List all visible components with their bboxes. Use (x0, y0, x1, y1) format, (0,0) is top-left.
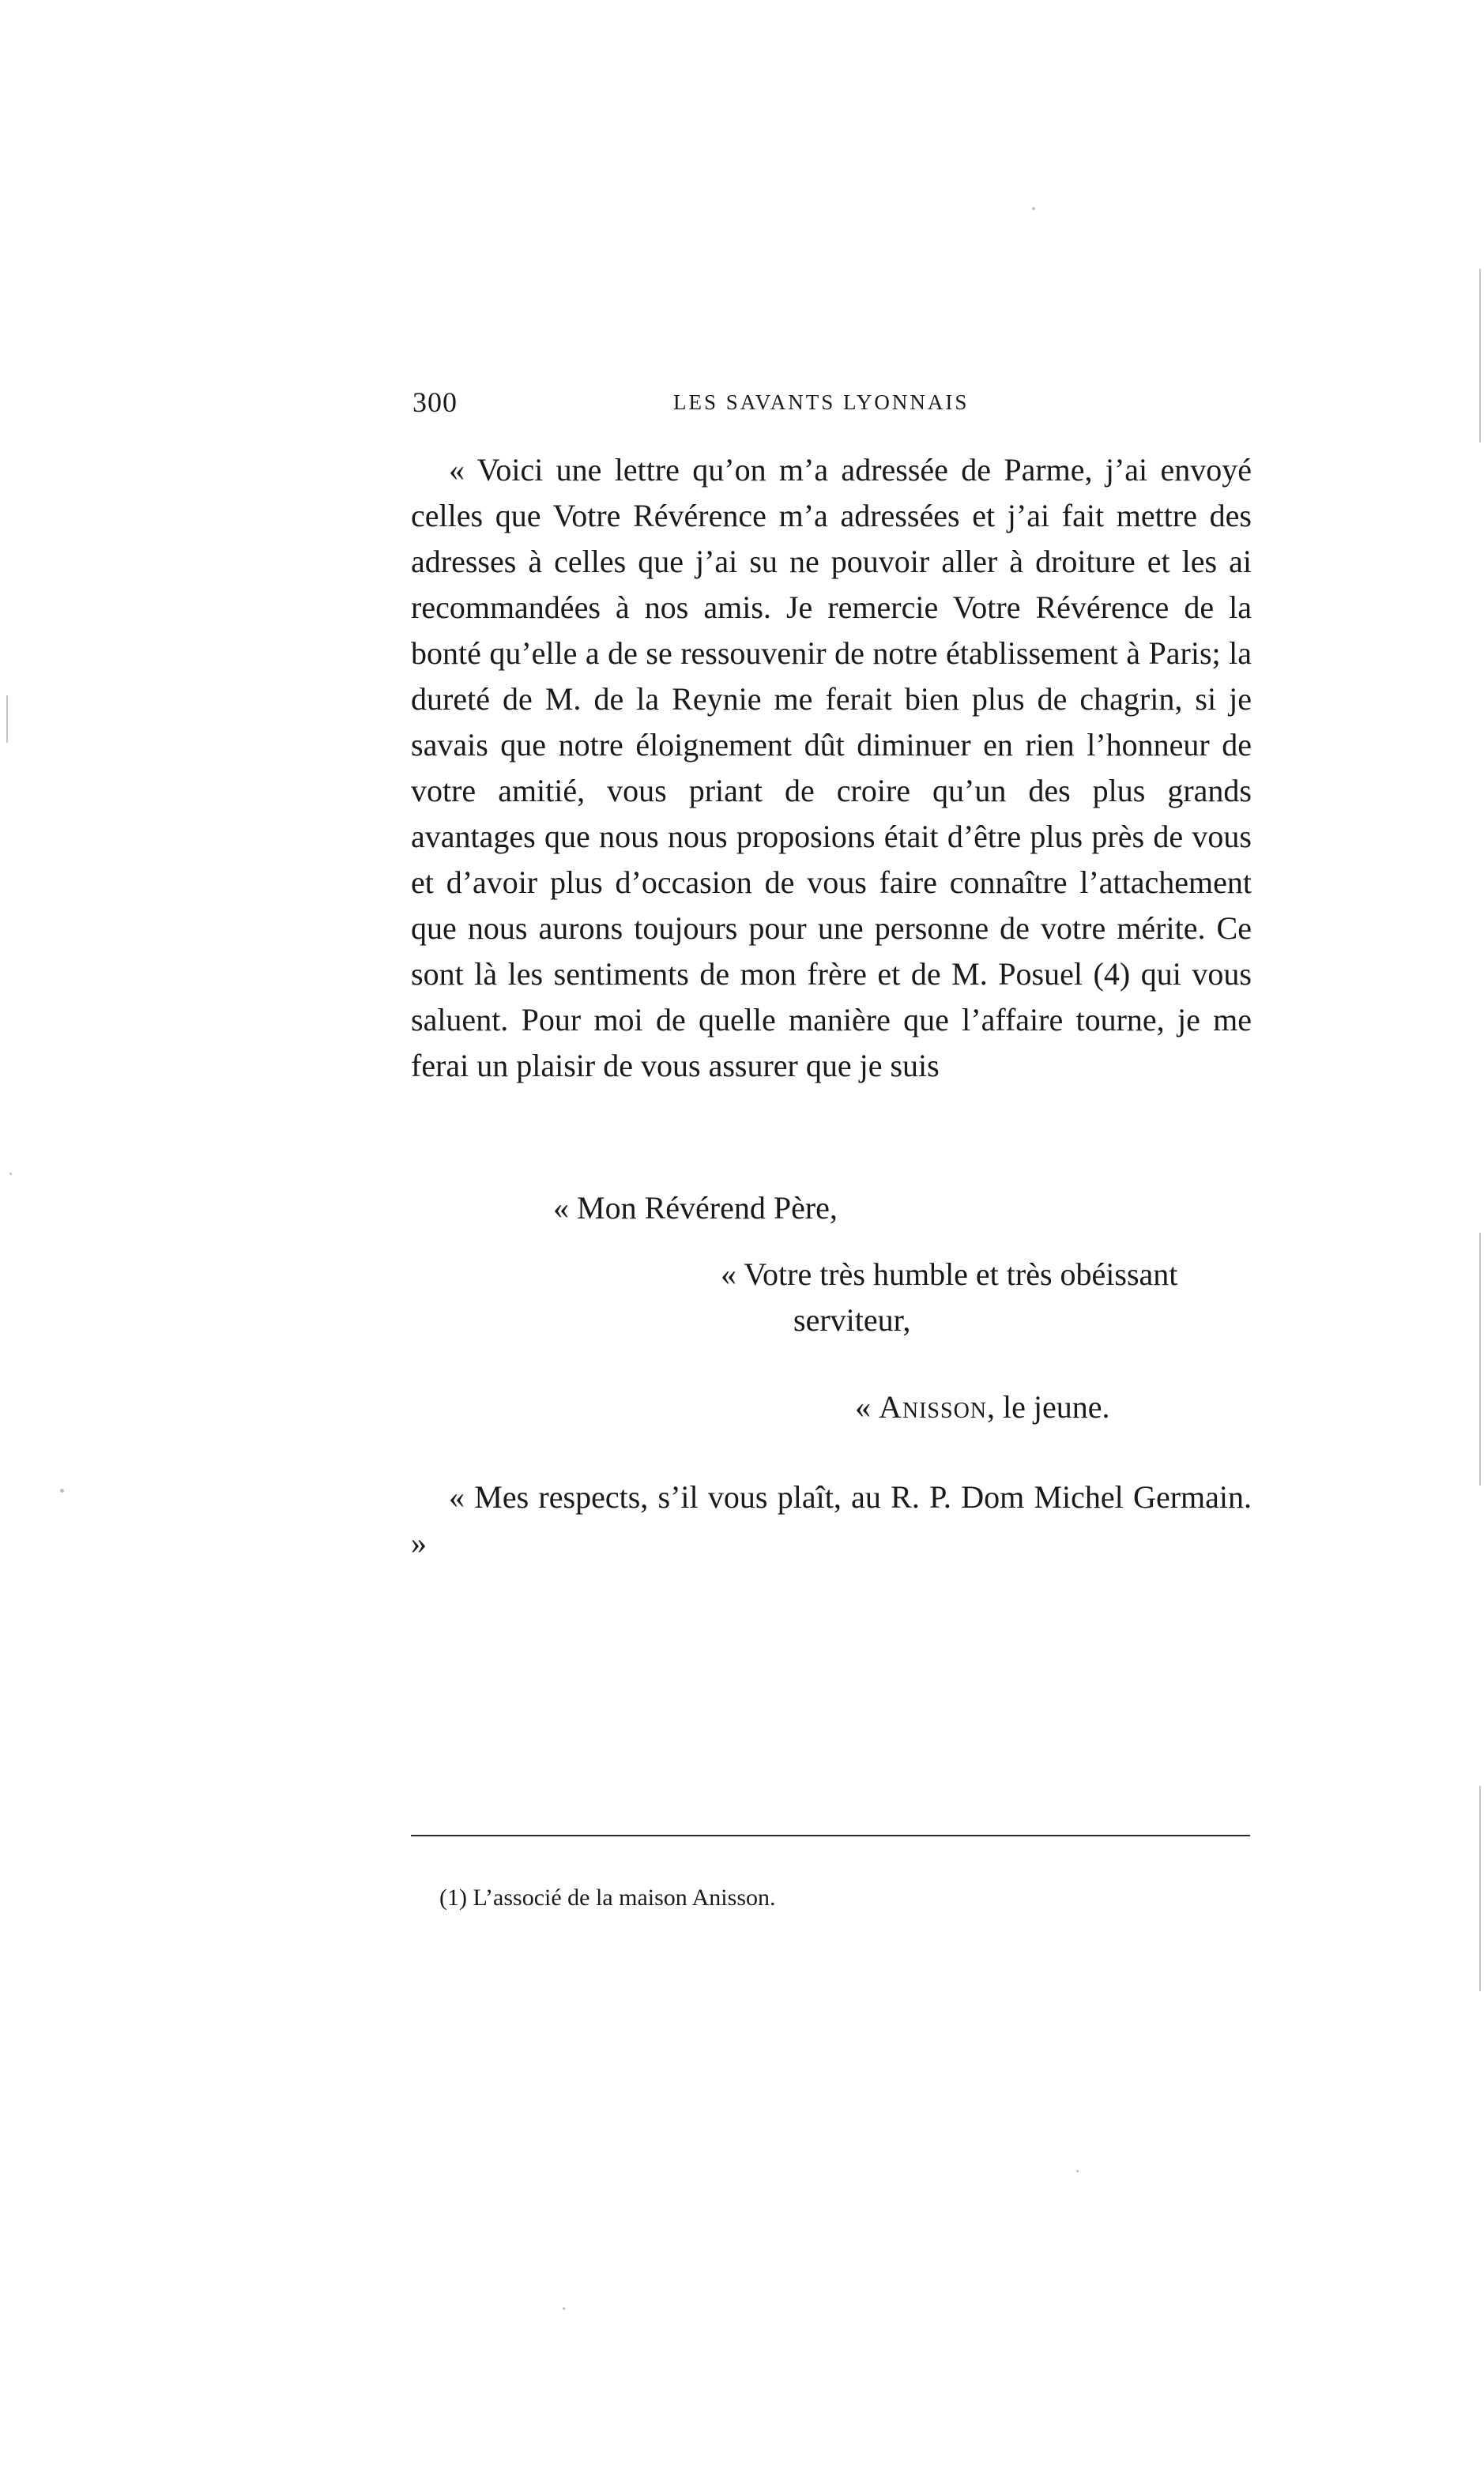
closing-line-1: « Votre très humble et très obéissant (721, 1256, 1178, 1292)
postscript (411, 1474, 1252, 1566)
page-header (412, 386, 1252, 425)
footnote: (1) L’associé de la maison Anisson. (439, 1885, 776, 1911)
footnote-divider (411, 1835, 1250, 1836)
running-title: LES SAVANTS LYONNAIS (673, 390, 970, 414)
signature-suffix: , le jeune. (987, 1389, 1110, 1425)
signature-prefix: « (855, 1389, 879, 1425)
letter-signature (855, 1384, 1110, 1430)
scan-edge-left (6, 695, 8, 743)
closing-line-2: serviteur, (793, 1302, 911, 1338)
page-number: 300 (412, 386, 458, 418)
letter-body (411, 447, 1252, 1089)
letter-paragraph: « Voici une lettre qu’on m’a adressée de Parme, j’ai envoyé celles que Votre Révérence m’a adressées et j’ai fait mettre des adresses à celles que j’ai su ne pouvoir aller à droiture et les ai recommandées à nos amis. Je remercie Votre Révérence de la bonté qu’elle a de se ressouvenir de notre établissement à Paris; la dureté de M. de la Reynie me ferait bien plus de chagrin, si je savais que notre éloignement dût diminuer en rien l’honneur de votre amitié, vous priant de croire qu’un des plus grands avantages que nous nous proposions était d’être plus près de vous et d’avoir plus d’occasion de vous faire connaître l’attachement que nous aurons toujours pour une personne de votre mérite. Ce sont là les sentiments de mon frère et de M. Posuel (4) qui vous saluent. Pour moi de quelle manière que l’affaire tourne, je me ferai un plaisir de vous assurer que je suis (411, 452, 1252, 1083)
letter-salutation: « Mon Révérend Père, (553, 1190, 838, 1226)
letter-closing (721, 1252, 1177, 1343)
scan-edge-right-2 (1479, 1233, 1481, 1486)
signature-name: Anisson (879, 1389, 988, 1425)
scan-edge-right-3 (1479, 1786, 1481, 1991)
scan-edge-right (1479, 269, 1481, 442)
postscript-text: « Mes respects, s’il vous plaît, au R. P. Dom Michel Germain. » (411, 1479, 1252, 1561)
